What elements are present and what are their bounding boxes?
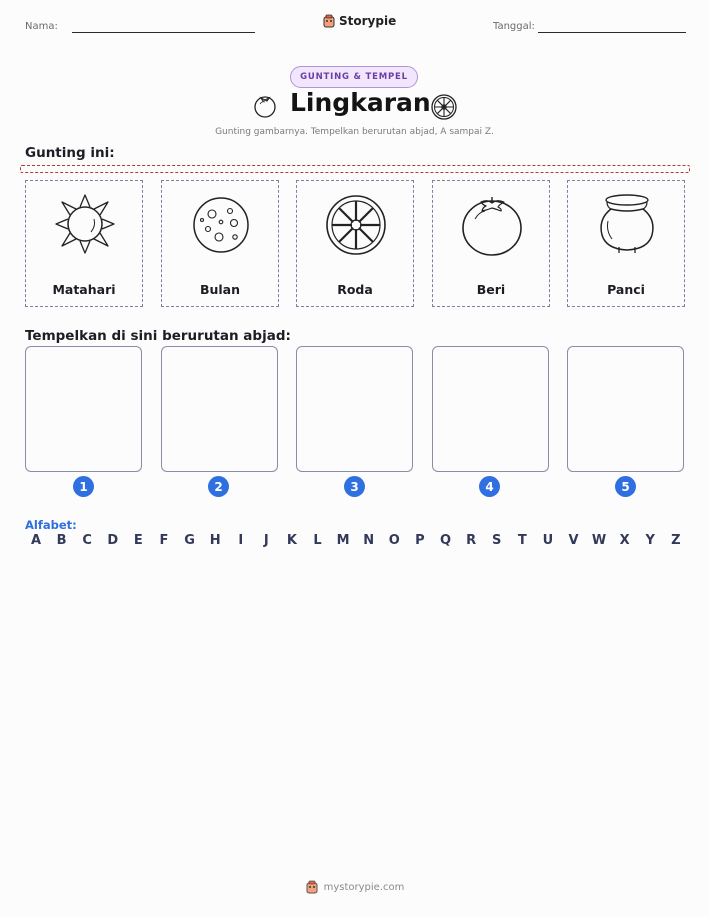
slot-number-badge: 2 xyxy=(208,476,229,497)
alphabet-letter: A xyxy=(30,533,42,548)
brand-logo xyxy=(322,14,396,28)
footer-url[interactable]: mystorypie.com xyxy=(323,881,405,893)
alphabet-letter: K xyxy=(286,533,297,548)
alphabet-letter: L xyxy=(313,533,322,548)
cut-card-label: Panci xyxy=(607,282,645,297)
slot-number-badge: 3 xyxy=(344,476,365,497)
sun-icon xyxy=(50,189,120,259)
slot-number-badge: 4 xyxy=(479,476,500,497)
name-line[interactable] xyxy=(72,32,255,33)
alphabet-letter: G xyxy=(184,533,195,548)
slot-number-badge: 1 xyxy=(73,476,94,497)
cut-card-label: Bulan xyxy=(199,282,241,297)
cut-card-pot[interactable] xyxy=(567,180,685,307)
alphabet-letter: O xyxy=(388,533,400,548)
cut-card-moon[interactable] xyxy=(161,180,279,307)
alphabet-letter: S xyxy=(492,533,502,548)
alphabet-letter: V xyxy=(568,533,579,548)
alphabet-letter: R xyxy=(466,533,477,548)
paste-slot-2[interactable] xyxy=(161,346,278,472)
cut-card-label: Roda xyxy=(337,282,373,297)
alphabet-letter: H xyxy=(209,533,221,548)
alphabet-letter: T xyxy=(517,533,527,548)
alphabet-letter: B xyxy=(56,533,67,548)
alphabet-letter: C xyxy=(82,533,92,548)
paste-slot-3[interactable] xyxy=(296,346,413,472)
page-title: Lingkaran xyxy=(290,88,431,117)
wheel-icon xyxy=(321,189,391,259)
moon-icon xyxy=(186,189,256,259)
berry-icon xyxy=(252,93,278,119)
alphabet-letter: D xyxy=(107,533,119,548)
pot-icon xyxy=(592,189,662,259)
storypie-mascot-icon xyxy=(322,14,336,28)
slot-number-badge: 5 xyxy=(615,476,636,497)
instructions: Gunting gambarnya. Tempelkan berurutan abjad, A sampai Z. xyxy=(215,127,494,137)
footer xyxy=(0,880,709,894)
cut-card-label: Beri xyxy=(476,282,506,297)
paste-slot-4[interactable] xyxy=(432,346,549,472)
date-line[interactable] xyxy=(538,32,686,33)
alphabet-letter: M xyxy=(336,533,350,548)
storypie-mascot-icon xyxy=(305,880,319,894)
name-label: Nama: xyxy=(25,21,58,32)
wheel-icon xyxy=(430,93,458,121)
cut-card-sun[interactable] xyxy=(25,180,143,307)
cut-card-label: Matahari xyxy=(52,282,116,297)
berry-icon xyxy=(457,189,527,259)
alphabet-label: Alfabet: xyxy=(25,518,77,532)
alphabet-letter: Q xyxy=(439,533,452,548)
alphabet-letter: X xyxy=(619,533,630,548)
alphabet-letter: P xyxy=(415,533,425,548)
alphabet-letter: U xyxy=(542,533,554,548)
date-label: Tanggal: xyxy=(493,21,535,32)
alphabet-letter: J xyxy=(263,533,269,548)
cut-section-heading: Gunting ini: xyxy=(25,145,115,161)
alphabet-row xyxy=(27,533,685,548)
alphabet-letter: W xyxy=(591,533,607,548)
cut-card-berry[interactable] xyxy=(432,180,550,307)
cut-line xyxy=(20,165,690,173)
alphabet-letter: N xyxy=(363,533,375,548)
alphabet-letter: Y xyxy=(645,533,655,548)
cut-card-wheel[interactable] xyxy=(296,180,414,307)
paste-slot-5[interactable] xyxy=(567,346,684,472)
alphabet-letter: I xyxy=(238,533,244,548)
alphabet-letter: Z xyxy=(671,533,681,548)
activity-badge: GUNTING & TEMPEL xyxy=(290,66,418,88)
alphabet-letter: E xyxy=(133,533,143,548)
alphabet-letter: F xyxy=(159,533,169,548)
paste-section-heading: Tempelkan di sini berurutan abjad: xyxy=(25,328,291,344)
paste-slot-1[interactable] xyxy=(25,346,142,472)
brand-name: Storypie xyxy=(339,14,397,28)
